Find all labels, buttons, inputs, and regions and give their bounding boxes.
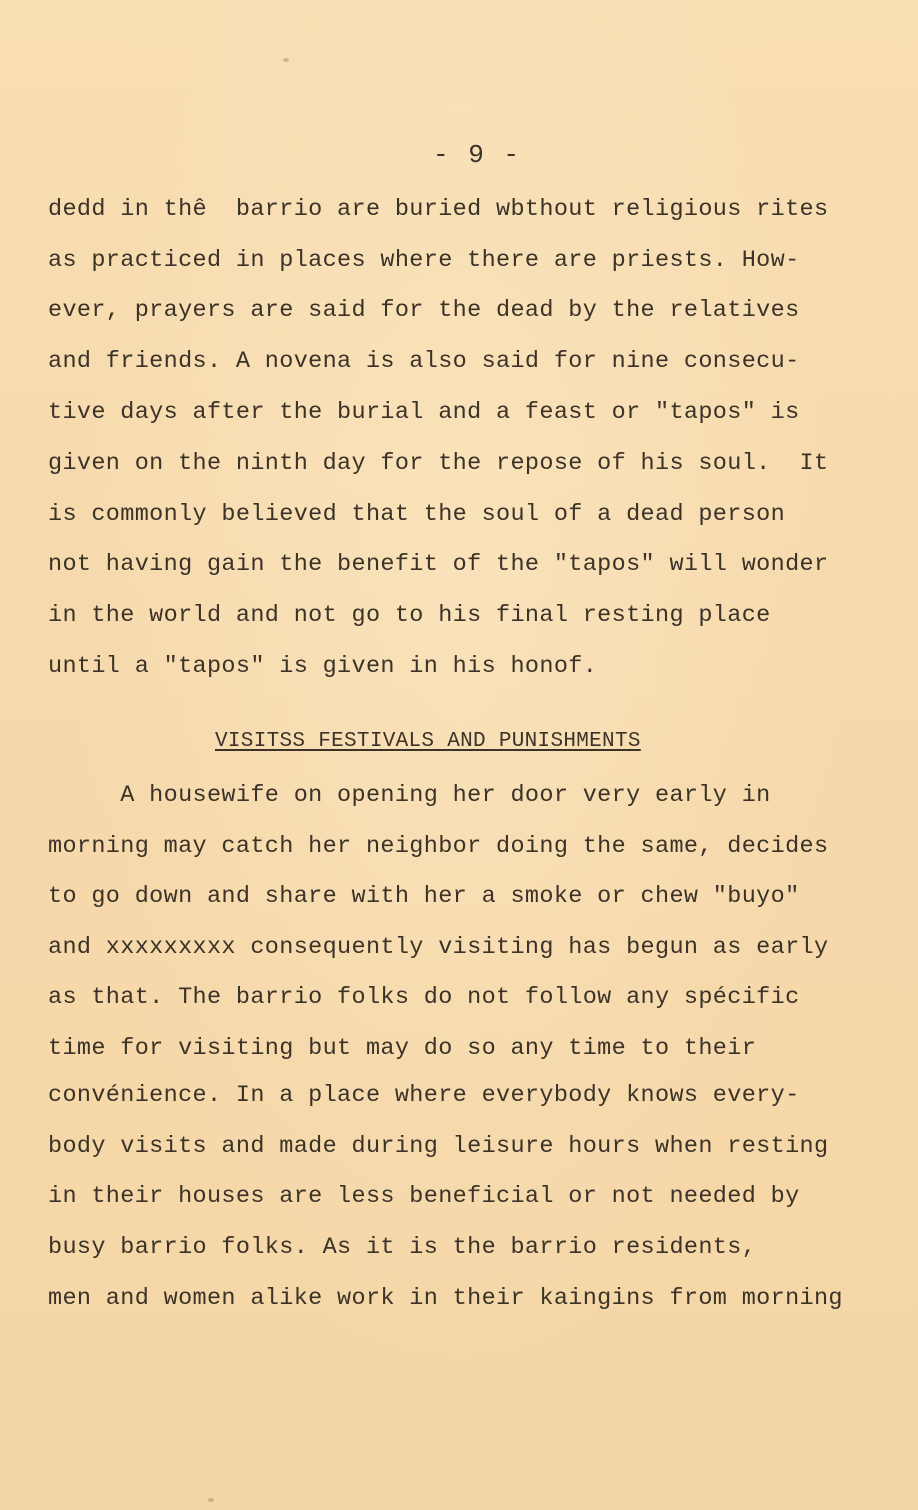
- text-line: as practiced in places where there are priests. How-: [48, 247, 800, 274]
- text-line: as that. The barrio folks do not follow any spécific: [48, 984, 800, 1011]
- text-line: and xxxxxxxxx consequently visiting has begun as early: [48, 934, 829, 961]
- text-line: body visits and made during leisure hours when resting: [48, 1133, 829, 1160]
- text-line: not having gain the benefit of the "tapos" will wonder: [48, 551, 829, 578]
- text-line: A housewife on opening her door very early in: [48, 782, 771, 809]
- text-line: until a "tapos" is given in his honof.: [48, 653, 598, 680]
- text-line: morning may catch her neighbor doing the same, decides: [48, 833, 829, 860]
- text-line: tive days after the burial and a feast or "tapos" is: [48, 399, 800, 426]
- text-line: in the world and not go to his final resting place: [48, 602, 771, 629]
- text-line: time for visiting but may do so any time to their: [48, 1035, 757, 1062]
- section-heading: VISITSS FESTIVALS AND PUNISHMENTS: [215, 730, 641, 753]
- paper-smudge: [283, 58, 289, 62]
- text-line: busy barrio folks. As it is the barrio residents,: [48, 1234, 757, 1261]
- text-line: to go down and share with her a smoke or chew "buyo": [48, 883, 800, 910]
- text-line: in their houses are less beneficial or not needed by: [48, 1183, 800, 1210]
- page-number: - 9 -: [432, 140, 521, 170]
- text-line: given on the ninth day for the repose of his soul. It: [48, 450, 829, 477]
- text-line: men and women alike work in their kaingins from morning: [48, 1285, 843, 1312]
- text-line: dedd in thê barrio are buried wbthout religious rites: [48, 196, 829, 223]
- text-line: convénience. In a place where everybody knows every-: [48, 1082, 800, 1109]
- paper-smudge: [208, 1498, 214, 1502]
- text-line: is commonly believed that the soul of a dead person: [48, 501, 786, 528]
- text-line: ever, prayers are said for the dead by the relatives: [48, 297, 800, 324]
- text-line: and friends. A novena is also said for nine consecu-: [48, 348, 800, 375]
